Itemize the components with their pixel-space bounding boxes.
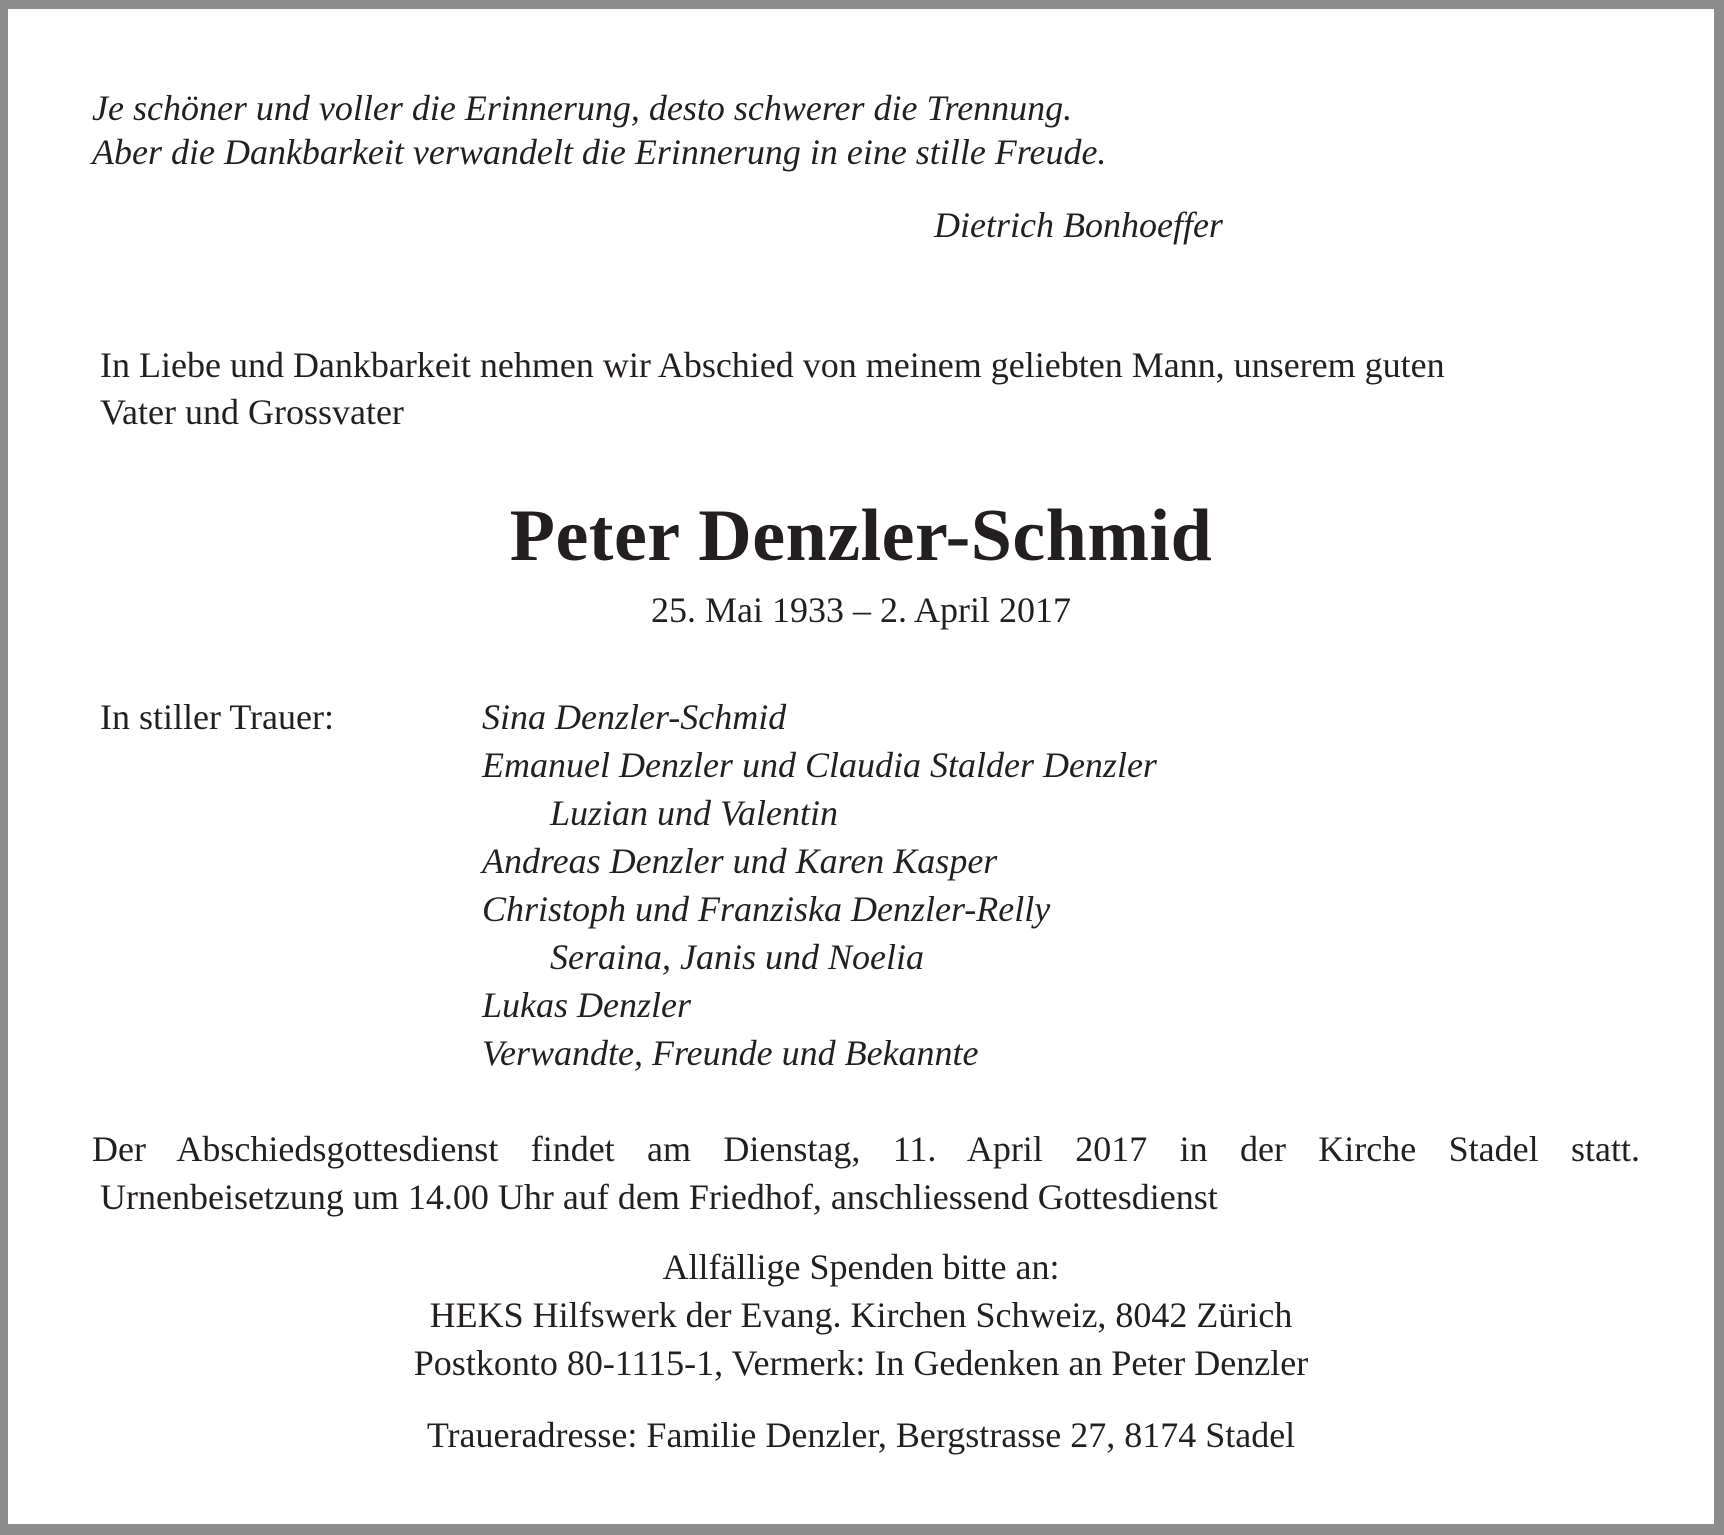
service-line-1: Der Abschiedsgottesdienst findet am Dienstag, 11. April 2017 in der Kirche Stadel statt. xyxy=(92,1129,1640,1169)
mourner-name: Lukas Denzler xyxy=(482,985,691,1025)
mourner-name: Seraina, Janis und Noelia xyxy=(550,937,924,977)
donations-account: Postkonto 80-1115-1, Vermerk: In Gedenken an Peter Denzler xyxy=(413,1343,1309,1383)
obituary-page xyxy=(8,9,1714,1524)
intro-line-2: Vater und Grossvater xyxy=(100,392,404,432)
mourner-name: Andreas Denzler und Karen Kasper xyxy=(482,841,998,881)
mourner-name: Sina Denzler-Schmid xyxy=(482,697,787,737)
donations-organization: HEKS Hilfswerk der Evang. Kirchen Schweiz, 8042 Zürich xyxy=(429,1295,1293,1335)
mourner-name: Christoph und Franziska Denzler-Relly xyxy=(482,889,1051,929)
deceased-name: Peter Denzler-Schmid xyxy=(509,495,1213,577)
mourner-name: Luzian und Valentin xyxy=(550,793,839,833)
mourning-label: In stiller Trauer: xyxy=(100,697,334,737)
service-line-2: Urnenbeisetzung um 14.00 Uhr auf dem Friedhof, anschliessend Gottesdienst xyxy=(100,1177,1218,1217)
mourner-name: Emanuel Denzler und Claudia Stalder Denzler xyxy=(482,745,1157,785)
quote-author: Dietrich Bonhoeffer xyxy=(934,205,1223,245)
donations-heading: Allfällige Spenden bitte an: xyxy=(662,1247,1060,1287)
mourner-name: Verwandte, Freunde und Bekannte xyxy=(482,1033,979,1073)
mourning-address: Traueradresse: Familie Denzler, Bergstrasse 27, 8174 Stadel xyxy=(426,1415,1296,1455)
intro-line-1: In Liebe und Dankbarkeit nehmen wir Abschied von meinem geliebten Mann, unserem guten xyxy=(100,345,1445,385)
quote-line-2: Aber die Dankbarkeit verwandelt die Erinnerung in eine stille Freude. xyxy=(92,132,1107,172)
deceased-dates: 25. Mai 1933 – 2. April 2017 xyxy=(651,590,1071,630)
quote-line-1: Je schöner und voller die Erinnerung, desto schwerer die Trennung. xyxy=(92,88,1073,128)
